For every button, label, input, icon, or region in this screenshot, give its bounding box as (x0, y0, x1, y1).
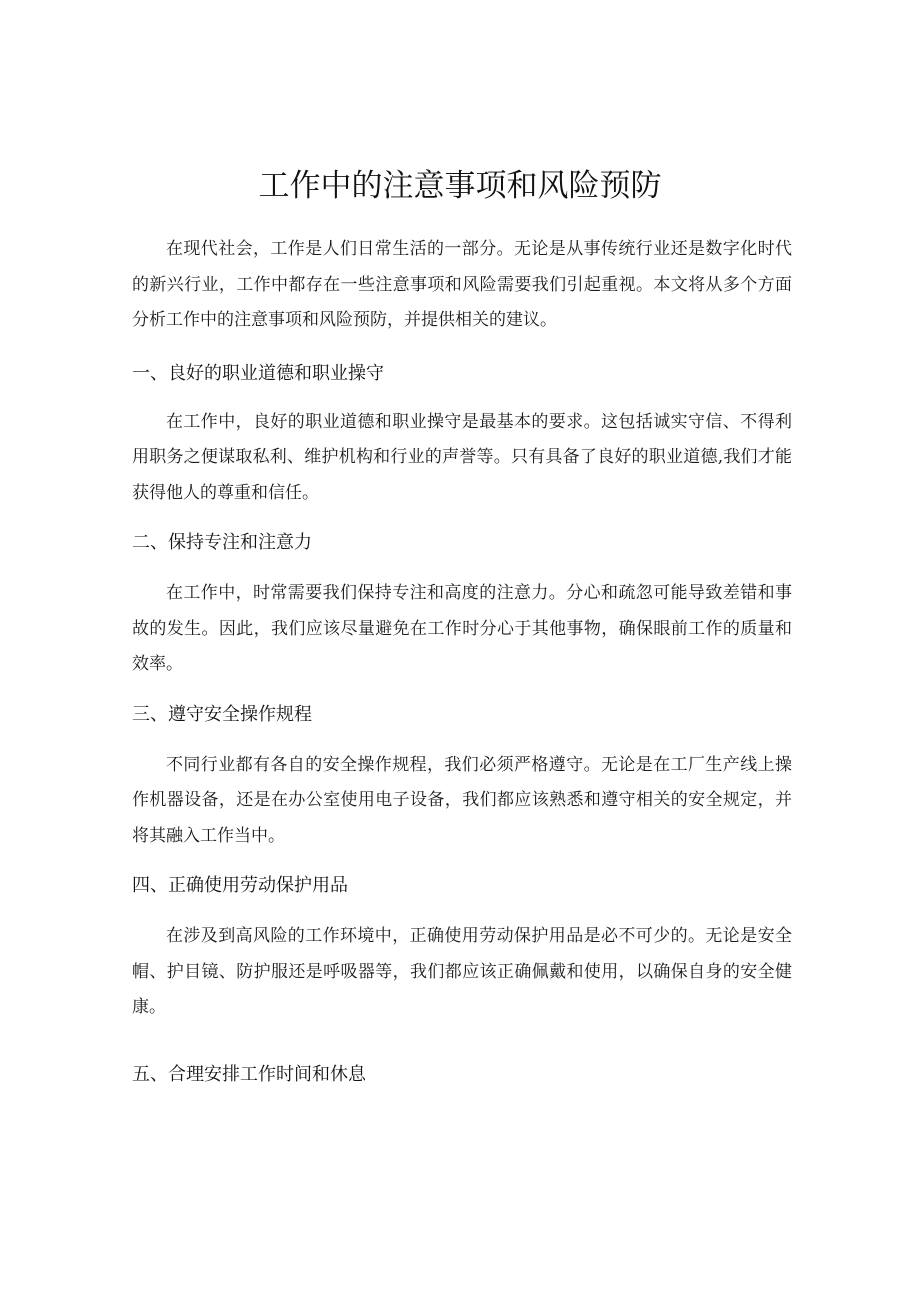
intro-paragraph: 在现代社会，工作是人们日常生活的一部分。无论是从事传统行业还是数字化时代的新兴行业，工作中都存在一些注意事项和风险需要我们引起重视。本文将从多个方面分析工作中的注意事项和风险预防，并提供相关的建议。 (132, 239, 792, 330)
section-body-3: 不同行业都有各自的安全操作规程，我们必须严格遵守。无论是在工厂生产线上操作机器设备，还是在办公室使用电子设备，我们都应该熟悉和遵守相关的安全规定，并将其融入工作当中。 (132, 754, 792, 846)
section-body-1: 在工作中，良好的职业道德和职业操守是最基本的要求。这包括诚实守信、不得利用职务之便谋取私利、维护机构和行业的声誉等。只有具备了良好的职业道德,我们才能获得他人的尊重和信任。 (132, 411, 792, 503)
section-heading-5: 五、合理安排工作时间和休息 (132, 1063, 366, 1085)
section-heading-3: 三、遵守安全操作规程 (132, 703, 312, 725)
section-body-2: 在工作中，时常需要我们保持专注和高度的注意力。分心和疏忽可能导致差错和事故的发生。因此，我们应该尽量避免在工作时分心于其他事物，确保眼前工作的质量和效率。 (132, 583, 792, 674)
section-body-4: 在涉及到高风险的工作环境中，正确使用劳动保护用品是必不可少的。无论是安全帽、护目镜、防护服还是呼吸器等，我们都应该正确佩戴和使用，以确保自身的安全健康。 (132, 926, 792, 1017)
section-heading-1: 一、良好的职业道德和职业操守 (132, 362, 384, 384)
section-heading-2: 二、保持专注和注意力 (132, 532, 312, 553)
document-body (132, 232, 792, 1090)
section-heading-4: 四、正确使用劳动保护用品 (132, 875, 348, 896)
document-title: 工作中的注意事项和风险预防 (258, 168, 662, 204)
